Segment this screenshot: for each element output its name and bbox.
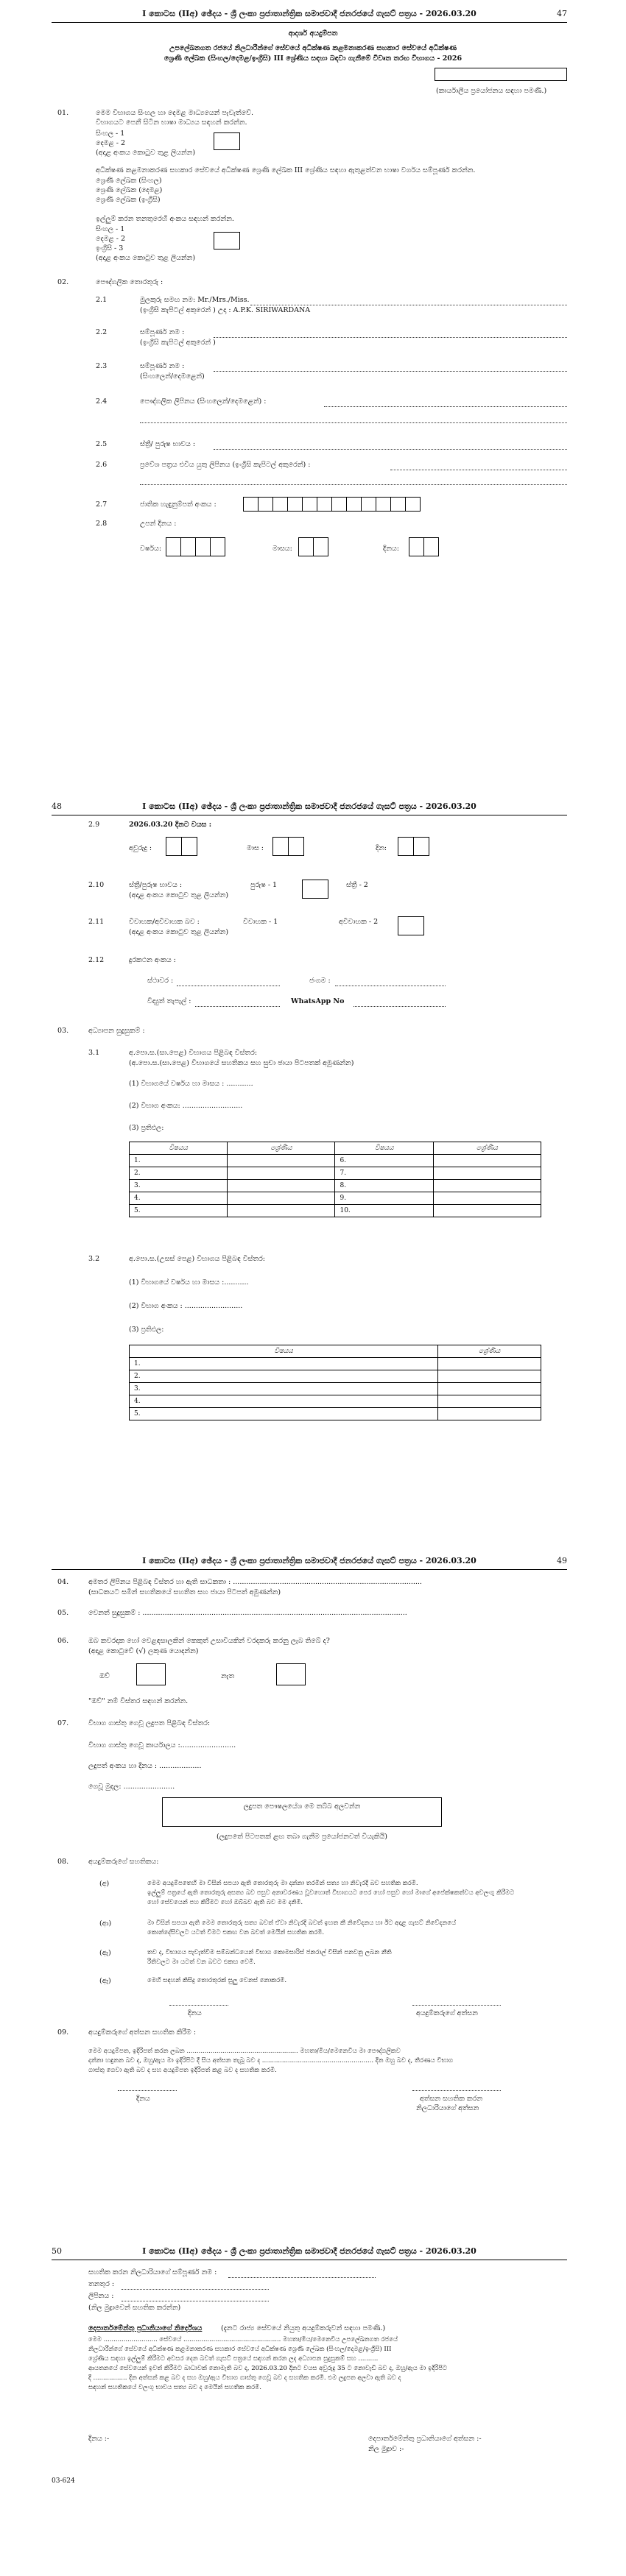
- q06-number: 06.: [57, 1637, 69, 1645]
- nic-digit-box[interactable]: [317, 497, 332, 512]
- address-input[interactable]: [324, 406, 567, 407]
- admission-address-line[interactable]: [140, 484, 567, 485]
- clause-c-text: තව ද, විභාගය පැවැත්වීම සම්බන්ධයෙන් විභාග කොමසාරිස් ජනරාල් විසින් පනවනු ලබන නීති: [147, 1949, 392, 1956]
- table-cell[interactable]: 1.: [130, 1358, 438, 1370]
- q05-number: 05.: [57, 1609, 69, 1617]
- whatsapp-input[interactable]: [354, 1006, 446, 1007]
- q01-grade-option: ශ්‍රෙණි ලේඛක (සිංහල): [96, 177, 162, 185]
- clause-d: (ඈ): [99, 1977, 111, 1985]
- page-number: 49: [557, 1556, 567, 1565]
- certifier-seal-hint: (නිල මුද්‍රාවෙන් සහතික කරන්න): [88, 2304, 181, 2312]
- dob-label: උපන් දිනය :: [140, 520, 177, 528]
- q01-post-option: ඉංග්‍රීසි - 3: [96, 244, 124, 252]
- q08-signature-label: අයදුම්කරුගේ අත්සන: [416, 2009, 478, 2017]
- row-number: 2.12: [88, 956, 105, 964]
- admission-address-label: ප්‍රවේශ පත්‍රය එවිය යුතු ලිපිනය (ඉංග්‍රීසි කැපිටල් අකුරෙන්) :: [140, 461, 311, 469]
- certifier-address-label: ලිපිනය :: [88, 2292, 114, 2300]
- table-cell[interactable]: [438, 1358, 541, 1370]
- q09-text: ගාස්තු ගෙවා ඇති බව ද සහ අයදුම්පත ඉදිරිපත් කළ බව ද සහතික කරමි.: [88, 2067, 277, 2074]
- hod-text: නිලධාරීන්ගේ සේවයේ අධීක්ෂණ කළමනාකරණ සහකාර සේවයේ අධීක්ෂණ ශ්‍රෙණි ලේඛක (සිංහල/දෙමළ/ඉංග්‍රීසි) III: [88, 2346, 392, 2353]
- table-row: [130, 1155, 541, 1167]
- nic-digit-box[interactable]: [258, 497, 273, 512]
- table-cell[interactable]: 3.: [130, 1383, 438, 1395]
- q09-text: දන්නා හඳුනන බව ද, ඔහු/ඇය මා ඉදිරිපිට දී සිය අත්සන තැබූ බව ද ........................................................ දින ඔහු බව ද, තීරණය විභාග: [88, 2057, 454, 2064]
- row-number: 2.6: [96, 461, 108, 469]
- clause-d-text: මෙහි සඳහන් කිසිදු තොරතුරක් සුලු වෙනස් නොකරමි.: [147, 1977, 287, 1984]
- q06-hint: (අදාළ කොටුවේ (√) ලකුණ යොදන්න): [88, 1647, 199, 1655]
- q03-title: අධ්‍යාපන සුදුසුකම් :: [88, 1027, 145, 1035]
- page-number: 50: [52, 2246, 62, 2256]
- q01-line: මෙම විභාගය සිංහල හා දෙමළ මාධ්‍යයෙන් පැවැත්වේ.: [96, 109, 253, 117]
- row-number: 2.1: [96, 296, 108, 304]
- gazette-title: I කොටස (IIඅ) ඡේදය - ශ්‍රී ලංකා ප්‍රජාතාන්ත්‍රික සමාජවාදී ජනරජයේ ගැසට් පත්‍රය - 2026.03.20: [142, 9, 476, 18]
- intro-line-1: උපලේඛනගත රජයේ නිලධාරීන්ගේ සේවයේ අධීක්ෂණ කළමනාකරණ සහකාර සේවයේ අධීක්ෂණ: [169, 44, 457, 52]
- name-example: (ඉංග්‍රීසි කැපිටල් අකුරෙන් ) උදා : A.P.K. SIRIWARDANA: [140, 306, 311, 314]
- gazette-header: [52, 6, 567, 23]
- q01-post-option: සිංහල - 1: [96, 225, 125, 233]
- full-name-si-hint: (සිංහලෙන්/දෙමළෙන්): [140, 372, 205, 381]
- certifier-post-input[interactable]: [122, 2289, 269, 2290]
- age-days-box[interactable]: [398, 837, 414, 856]
- office-use-box[interactable]: [435, 68, 567, 81]
- table-cell[interactable]: [228, 1155, 335, 1167]
- certifier-name-label: සහතික කරන නිලධාරියාගේ සම්පූර්ණ නම :: [88, 2268, 217, 2276]
- hod-text: ශ්‍රේණිය සඳහා ඉල්ලුම් කිරීමට අවසර දෙන බවත් ගැසට් පත්‍රයේ සඳහන් කරන ලද අධ්‍යාපන සුදුසුකම් සහ ..........: [88, 2355, 379, 2363]
- hod-signature-label: දෙපාර්තමේන්තු ප්‍රධානියාගේ අත්සන :-: [368, 2435, 482, 2443]
- email-input[interactable]: [195, 1006, 280, 1007]
- table-row: [130, 1383, 541, 1395]
- dob-month-box[interactable]: [298, 537, 314, 556]
- gazette-title: I කොටස (IIඅ) ඡේදය - ශ්‍රී ලංකා ප්‍රජාතාන්ත්‍රික සමාජවාදී ජනරජයේ ගැසට් පත්‍රය - 2026.03.20: [142, 1556, 476, 1565]
- gazette-title: I කොටස (IIඅ) ඡේදය - ශ්‍රී ලංකා ප්‍රජාතාන්ත්‍රික සමාජවාදී ජනරජයේ ගැසට් පත්‍රය - 2026.03.20: [142, 802, 476, 811]
- marital-label: විවාහක/අවිවාහක බව :: [129, 918, 200, 926]
- gender-female: ස්ත්‍රී - 2: [346, 881, 368, 889]
- intro-line-2: ශ්‍රෙණි ලේඛක (සිංහල/දෙමළ/ඉංග්‍රීසි) III ශ්‍රේණිය සඳහා බඳවා ගැනීමේ විවෘත තරඟ විභාගය - 2026: [163, 54, 463, 63]
- al-results-table: [129, 1345, 541, 1420]
- row-number: 2.11: [88, 918, 105, 926]
- marital-married: විවාහක - 1: [243, 918, 278, 926]
- table-cell[interactable]: [433, 1180, 541, 1192]
- q01-post-option: (අදාළ අංකය කොටුව තුළ ලියන්න): [96, 254, 196, 262]
- dob-month-label: මාසය:: [272, 545, 292, 553]
- q04-line: අමතර ලිපිනය පිළිබඳ විස්තර හා ඇති සාධකතා : .....................................................................................: [88, 1578, 422, 1586]
- q09-signature-label: නිලධාරියාගේ අත්සන: [416, 2104, 479, 2112]
- clause-a-text: මෙම අයදුම්පතෙහි මා විසින් සපයා ඇති තොරතුරු මා දන්නා තරමින් සත්‍ය හා නිවැරදි බව සහතික කරමි.: [147, 1880, 418, 1887]
- address-label: පෞද්ගලික ලිපිනය (සිංහලෙන්/දෙමළෙන්) :: [140, 397, 267, 406]
- form-heading: ආදර්ශ අයදුම්පත: [288, 29, 338, 38]
- nic-digit-box[interactable]: [272, 497, 288, 512]
- al-title: අ.පො.ස.(උසස් පෙළ) විභාගය පිළිබඳ විස්තර:: [129, 1255, 266, 1263]
- receipt-paste-box[interactable]: [162, 1797, 442, 1827]
- full-name-en-hint: (ඉංග්‍රීසි කැපිටල් අකුරෙන් ): [140, 339, 216, 347]
- clause-c-text: රීතිවලට මා යටත් වන බවට එකඟ වෙමි.: [147, 1958, 256, 1966]
- q08-date-input[interactable]: [169, 2005, 228, 2006]
- clause-a-text: හෝ සේවයෙන් පහ කිරීමට හෝ ඔබ්බව ඇති බව මම දනිමි.: [147, 1899, 303, 1906]
- table-cell[interactable]: [433, 1205, 541, 1217]
- table-cell[interactable]: 10.: [335, 1205, 433, 1217]
- certifier-name-input[interactable]: [228, 2277, 376, 2278]
- marital-hint: (අදාළ අංකය කොටුව තුළ ලියන්න): [129, 928, 229, 936]
- nic-digit-box[interactable]: [287, 497, 303, 512]
- table-cell[interactable]: [433, 1155, 541, 1167]
- whatsapp-label: WhatsApp No: [291, 997, 345, 1005]
- q08-signature-input[interactable]: [412, 2005, 501, 2006]
- table-cell[interactable]: 2.: [130, 1167, 228, 1180]
- table-header: ශ්‍රේණිය: [433, 1142, 541, 1155]
- ol-results-table: [129, 1142, 541, 1217]
- hod-text: සඳහන් සහතිකයේ වලංගු භාවය සත්‍ය බව ද මෙයින් සහතික කරමි.: [88, 2384, 261, 2391]
- hod-recommendation-note: (දැනට රාජ්‍ය සේවයේ නියුතු අයදුම්කරුවන් සඳහා පමණි.): [221, 2324, 386, 2332]
- clause-b: (ආ): [99, 1919, 112, 1928]
- row-number: 2.7: [96, 500, 108, 509]
- q04-number: 04.: [57, 1578, 69, 1586]
- ol-title: අ.පො.ස.(සා.පෙළ) විභාගය පිළිබඳ විස්තර:: [129, 1049, 258, 1057]
- clause-b-text: කොන්දේසිවලට යටත් වීමට එකඟ වන බවත් මෙයින් සහතික කරමි.: [147, 1929, 325, 1936]
- q06-yes-label: ඔව්: [99, 1672, 110, 1680]
- receipt-box-label: ලදුපත පෞෂලයේශ මෙ තබ්බ අලවන්න: [243, 1802, 361, 1811]
- q06-no-label: නැත: [221, 1672, 235, 1680]
- gazette-header: [52, 799, 567, 815]
- q06-yes-box[interactable]: [136, 1663, 166, 1685]
- nic-digit-box[interactable]: [376, 497, 391, 512]
- q01-post-line: ඉල්ලුම් කරන තනතුරෙහි අංකය සඳහන් කරන්න.: [96, 215, 234, 223]
- dob-year-box[interactable]: [166, 537, 181, 556]
- clause-c: (ඇ): [99, 1949, 111, 1957]
- q06-no-box[interactable]: [276, 1663, 306, 1685]
- phone-mobile-label: ජංගම :: [309, 977, 331, 985]
- q01-grade-option: ශ්‍රෙණි ලේඛක (දෙමළ): [96, 186, 163, 194]
- table-header: ශ්‍රේණිය: [228, 1142, 335, 1155]
- gender-hint: (අදාළ අංකය කොටුව තුළ ලියන්න): [129, 891, 229, 899]
- phone-label: දුරකථන අංකය :: [129, 956, 176, 964]
- dob-year-box[interactable]: [210, 537, 225, 556]
- q03-number: 03.: [57, 1027, 69, 1035]
- address-input-line[interactable]: [140, 422, 567, 423]
- row-number: 2.3: [96, 362, 108, 370]
- table-cell[interactable]: [438, 1408, 541, 1420]
- table-cell[interactable]: 5.: [130, 1408, 438, 1420]
- marital-input-box[interactable]: [398, 916, 424, 935]
- ol-results: (3) ප්‍රතිඵල:: [129, 1124, 164, 1132]
- clause-a-text: ඉල්ලුම් පත්‍රයේ ඇති තොරතුරු අසත්‍ය බව පසුව අනාවරණය වූවහොත් විභාගයට පෙර හෝ පසුව හෝ මාගේ අපේක්ෂකත්වය අවලංගු කිරීමට: [147, 1889, 515, 1897]
- q09-title: අයදුම්කරුගේ අත්සන සහතික කිරීම :: [88, 2028, 197, 2037]
- row-number: 2.2: [96, 328, 108, 336]
- table-cell[interactable]: [438, 1383, 541, 1395]
- hod-date-label: දිනය :-: [88, 2435, 110, 2443]
- table-cell[interactable]: 8.: [335, 1180, 433, 1192]
- nic-digit-box[interactable]: [361, 497, 376, 512]
- certifier-post-label: තනතුර :: [88, 2280, 115, 2288]
- dob-month-box[interactable]: [313, 537, 328, 556]
- q01-number: 01.: [57, 109, 69, 117]
- page-47: [0, 0, 626, 640]
- table-row: [130, 1180, 541, 1192]
- full-name-en-label: සම්පූර්ණ නම :: [140, 328, 185, 336]
- gazette-header: [52, 1553, 567, 1570]
- q09-signature-input[interactable]: [412, 2090, 501, 2091]
- q01-option: දෙමළ - 2: [96, 139, 126, 147]
- hod-text: ආයතනයේ සේවයෙන් ඉවත් කිරීමට බාධාවක් නොමැති බව ද, 2026.03.20 දිනට වයස අවුරුදු 35 ට නොවැඩි බව ද, ඔහු/ඇය මා ඉදිරිපිට: [88, 2365, 448, 2372]
- table-row: [130, 1167, 541, 1180]
- table-cell[interactable]: [433, 1167, 541, 1180]
- age-years-box[interactable]: [166, 837, 182, 856]
- age-days-box[interactable]: [413, 837, 429, 856]
- q02-number: 02.: [57, 278, 69, 286]
- table-cell[interactable]: [228, 1192, 335, 1205]
- gender-label: ස්ත්‍රී/පුරුෂ භාවය :: [129, 881, 183, 889]
- row-number: 2.4: [96, 397, 108, 406]
- gender-input-box[interactable]: [302, 880, 328, 899]
- table-header: ශ්‍රේණිය: [438, 1345, 541, 1358]
- table-cell[interactable]: 5.: [130, 1205, 228, 1217]
- page-number: 48: [52, 802, 62, 811]
- q06-question: ඔබ කවරදාක හෝ වෙළඳසාලකින් කෙකුත් උසාවියකින් වරදකරු කරනු ලැබ තිබේ ද?: [88, 1637, 330, 1645]
- dob-day-box[interactable]: [423, 537, 439, 556]
- al-results: (3) ප්‍රතිඵල:: [129, 1326, 164, 1334]
- document-code: 03-624: [52, 2477, 75, 2485]
- nic-label: ජාතික හැඳුනුම්පත් අංකය :: [140, 500, 217, 509]
- q09-signature-label: අත්සන සහතික කරන: [420, 2095, 483, 2103]
- table-header: විෂයය: [130, 1142, 228, 1155]
- q09-date-input[interactable]: [118, 2090, 177, 2091]
- gender-male: පුරුෂ - 1: [250, 881, 278, 889]
- ol-hint: (අ.පො.ස.(සා.පෙළ) විභාගයේ සහතිකය සහ සුචා ඡායා පිටපතක් අමුණන්න): [129, 1059, 354, 1067]
- table-row: [130, 1205, 541, 1217]
- row-number: 2.5: [96, 440, 108, 448]
- row-number: 2.10: [88, 881, 105, 889]
- age-months-box[interactable]: [272, 837, 289, 856]
- nic-digit-box[interactable]: [331, 497, 347, 512]
- q07-office: විභාග ගාස්තු ගෙවූ කාර්යාලය :.........................: [88, 1741, 236, 1749]
- q08-date-label: දිනය: [188, 2009, 202, 2017]
- table-cell[interactable]: 3.: [130, 1180, 228, 1192]
- office-use-label: (කාර්යාලීය ප්‍රයෝජනය සඳහා පමණි.): [436, 87, 547, 95]
- age-months-label: මාස :: [247, 844, 264, 852]
- table-cell[interactable]: 7.: [335, 1167, 433, 1180]
- marital-unmarried: අවිවාහක - 2: [339, 918, 379, 926]
- page-50: [0, 2243, 626, 2567]
- clause-a: (අ): [99, 1880, 110, 1888]
- table-cell[interactable]: 4.: [130, 1395, 438, 1408]
- q09-text: මෙම අයදුම්පත, ඉදිරිපත් කරන ලබන ........................................................ මහතා/මිය/මෙනෙවිය මා පෞද්ගලිකව: [88, 2048, 401, 2055]
- q04-hint: (සාධකයට සමින් සහතිකයේ සහතිත සහ ජායා පිටපත් අමුණන්න): [88, 1588, 281, 1596]
- q08-title: අයදුම්කරුගේ සහතිකය:: [88, 1858, 159, 1866]
- nic-digit-box[interactable]: [405, 497, 421, 512]
- nic-digit-box[interactable]: [302, 497, 317, 512]
- clause-b-text: මා විසින් සපයා ඇති මෙම තොරතුරු සත්‍ය බවත් ඒවා නිවැරදි බවත් ඉහත කී නිවේදනය හා ඊට අදාළ ගැසට් නිවේදනයේ: [147, 1919, 457, 1927]
- table-cell[interactable]: 1.: [130, 1155, 228, 1167]
- dob-day-box[interactable]: [409, 537, 424, 556]
- q01-grade-option: ශ්‍රෙණි ලේඛක (ඉංග්‍රීසි): [96, 196, 161, 204]
- age-years-label: අවුරුදු :: [129, 844, 152, 852]
- receipt-box-note: (ලදුපතේ පිටපතක් ළඟ තබා ගැනීම ප්‍රයෝජනවත් වියැකියි): [217, 1833, 387, 1841]
- al-year: (1) විභාගයේ වර්ෂය හා මාසය :...........: [129, 1278, 249, 1287]
- full-name-si-label: සම්පූර්ණ නම :: [140, 362, 185, 370]
- table-cell[interactable]: [228, 1167, 335, 1180]
- hod-recommendation-title: දෙපාර්තමේන්තු ප්‍රධානියාගේ නිර්දේශය: [88, 2324, 203, 2332]
- row-number: 2.9: [88, 821, 100, 829]
- page-49: [0, 1553, 626, 2142]
- gender-label: ස්ත්‍රී/ පුරුෂ භාවය :: [140, 440, 196, 448]
- gazette-title: I කොටස (IIඅ) ඡේදය - ශ්‍රී ලංකා ප්‍රජාතාන්ත්‍රික සමාජවාදී ජනරජයේ ගැසට් පත්‍රය - 2026.03.20: [142, 2246, 476, 2256]
- q08-number: 08.: [57, 1858, 69, 1866]
- table-cell[interactable]: [438, 1395, 541, 1408]
- dob-day-label: දිනය:: [383, 545, 399, 553]
- page-48: [0, 799, 626, 1535]
- age-days-label: දින:: [376, 844, 387, 852]
- post-input-box[interactable]: [214, 232, 240, 250]
- q01-option: සිංහල - 1: [96, 130, 125, 138]
- row-number: 3.1: [88, 1049, 100, 1057]
- table-row: [130, 1358, 541, 1370]
- table-row: [130, 1370, 541, 1383]
- age-months-box[interactable]: [288, 837, 304, 856]
- dob-year-label: වර්ෂය:: [140, 545, 162, 553]
- medium-input-box[interactable]: [214, 132, 240, 150]
- table-header: විෂයය: [335, 1142, 433, 1155]
- email-label: විද්‍යුත් තැපැල් :: [147, 997, 191, 1005]
- table-header: විෂයය: [130, 1345, 438, 1358]
- table-row: [130, 1395, 541, 1408]
- q09-date-label: දිනය: [136, 2095, 150, 2103]
- hod-text: දී ................. දින අත්සන් කළ බව ද සහ ඔහු/ඇය විභාග ගාස්තු ගෙවූ බව ද සහතික කරමි. එම ලදුපත අලවා ඇති බව ද: [88, 2374, 401, 2382]
- table-cell[interactable]: [433, 1192, 541, 1205]
- row-number: 3.2: [88, 1255, 100, 1263]
- age-years-box[interactable]: [181, 837, 197, 856]
- q02-title: පෞද්ගලික තොරතුරු :: [96, 278, 163, 286]
- gender-input[interactable]: [214, 449, 567, 450]
- hod-text: මෙම ........................... සේවයේ ................................................. මහතා/මිය/මෙනෙවිය උපලේඛනගත රජයේ: [88, 2336, 398, 2343]
- gazette-header: [52, 2243, 567, 2260]
- q09-number: 09.: [57, 2028, 69, 2037]
- nic-digit-box[interactable]: [390, 497, 406, 512]
- full-name-en-input[interactable]: [214, 337, 567, 338]
- table-cell[interactable]: [438, 1370, 541, 1383]
- al-index: (2) විභාග අංකය : ..........................: [129, 1302, 243, 1310]
- q01-line: විභාගයට පෙනී සිටින භාෂා මාධ්‍යය සඳහන් කරන්න.: [96, 118, 247, 127]
- full-name-si-input[interactable]: [214, 371, 567, 372]
- nic-digit-box[interactable]: [346, 497, 362, 512]
- age-label: 2026.03.20 දිනට වයස :: [129, 821, 212, 829]
- table-row: [130, 1192, 541, 1205]
- table-cell[interactable]: 4.: [130, 1192, 228, 1205]
- q07-receipt: ලදුපත් අංකය හා දිනය : ...................: [88, 1762, 202, 1770]
- q05-line: වෙනත් සුදුසුකම් : .......................................................................................................................: [88, 1609, 407, 1617]
- q01-option: (අදාළ අංකය කොටුව තුළ ලියන්න): [96, 149, 196, 157]
- ol-index: (2) විභාග අංකය: ...........................: [129, 1102, 243, 1110]
- name-with-initials-label: මුලකුරු සමඟ නම: Mr./Mrs./Miss.: [140, 296, 250, 304]
- dob-year-box[interactable]: [195, 537, 211, 556]
- nic-digit-box[interactable]: [243, 497, 259, 512]
- table-cell[interactable]: 2.: [130, 1370, 438, 1383]
- table-cell[interactable]: [228, 1180, 335, 1192]
- ol-year: (1) විභාගයේ වර්ෂය හා මාසය : ............: [129, 1080, 253, 1088]
- phone-home-label: ස්ථාවර :: [147, 977, 174, 985]
- q07-title: විභාග ගාස්තු ගෙවූ ලදුපත පිළිබඳ විස්තර:: [88, 1719, 211, 1727]
- table-cell[interactable]: 9.: [335, 1192, 433, 1205]
- q07-number: 07.: [57, 1719, 69, 1727]
- table-row: [130, 1408, 541, 1420]
- q06-details: "ඔව්" නම් විස්තර සඳහන් කරන්න.: [88, 1697, 189, 1705]
- q01-post-option: දෙමළ - 2: [96, 235, 126, 243]
- q07-amount: ගෙවූ මුදල: .......................: [88, 1783, 175, 1791]
- page-number: 47: [557, 9, 567, 18]
- hod-seal-label: නිල මුද්‍රාව :-: [368, 2445, 404, 2453]
- table-cell[interactable]: 6.: [335, 1155, 433, 1167]
- q01-grade-line: අධීක්ෂණ කළමනාකරණ සහකාර සේවයේ අධීක්ෂණ ශ්‍රෙණි ලේඛක III ශ්‍රේණිය සඳහා ඇතුළත්වන භාෂා වර්ගය සම්පූර්ණ කරන්න.: [96, 166, 476, 174]
- row-number: 2.8: [96, 520, 108, 528]
- table-cell[interactable]: [228, 1205, 335, 1217]
- dob-year-box[interactable]: [180, 537, 196, 556]
